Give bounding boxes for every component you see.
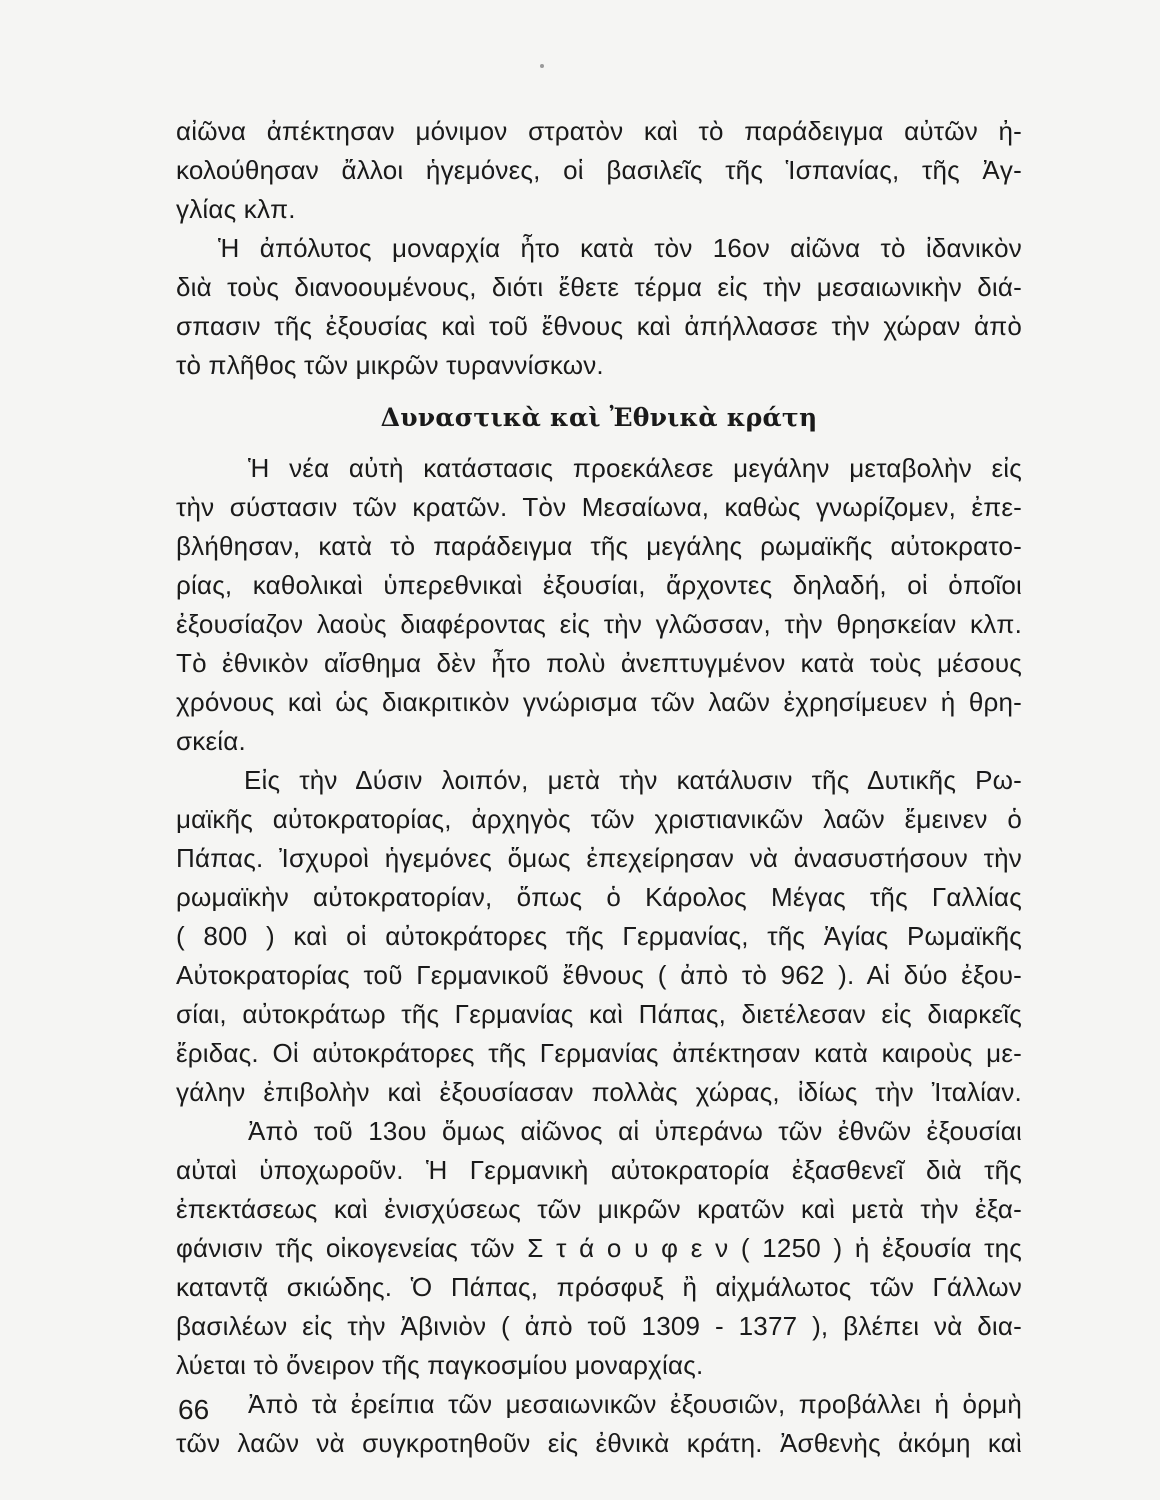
body-text bbox=[176, 112, 1022, 1463]
text-line: τὴν σύστασιν τῶν κρατῶν. Τὸν Μεσαίωνα, καθὼς γνωρίζομεν, ἐπε- bbox=[176, 492, 1022, 522]
text-line: ( 800 ) καὶ οἱ αὐτοκράτορες τῆς Γερμανίας, τῆς Ἁγίας Ρωμαϊκῆς bbox=[176, 921, 1022, 951]
text-line: σίαι, αὐτοκράτωρ τῆς Γερμανίας καὶ Πάπας, διετέλεσαν εἰς διαρκεῖς bbox=[176, 999, 1022, 1029]
text-line: λύεται τὸ ὄνειρον τῆς παγκοσμίου μοναρχίας. bbox=[176, 1350, 704, 1380]
text-line: σκεία. bbox=[176, 726, 246, 756]
text-line: διὰ τοὺς διανοουμένους, διότι ἔθετε τέρμα εἰς τὴν μεσαιωνικὴν διά- bbox=[176, 272, 1022, 302]
text-line: σπασιν τῆς ἐξουσίας καὶ τοῦ ἔθνους καὶ ἀπήλλασσε τὴν χώραν ἀπὸ bbox=[176, 311, 1022, 341]
text-line: τῶν λαῶν νὰ συγκροτηθοῦν εἰς ἐθνικὰ κράτη. Ἀσθενὴς ἀκόμη καὶ bbox=[176, 1428, 1022, 1458]
text-line: μαϊκῆς αὐτοκρατορίας, ἀρχηγὸς τῶν χριστιανικῶν λαῶν ἔμεινεν ὁ bbox=[176, 804, 1022, 834]
text-line: χρόνους καὶ ὡς διακριτικὸν γνώρισμα τῶν λαῶν ἐχρησίμευεν ἡ θρη- bbox=[176, 687, 1022, 717]
text-line: αὐταὶ ὑποχωροῦν. Ἡ Γερμανικὴ αὐτοκρατορία ἐξασθενεῖ διὰ τῆς bbox=[176, 1155, 1022, 1185]
text-line: γάλην ἐπιβολὴν καὶ ἐξουσίασαν πολλὰς χώρας, ἰδίως τὴν Ἰταλίαν. bbox=[176, 1077, 1022, 1107]
text-line: Ἡ νέα αὐτὴ κατάστασις προεκάλεσε μεγάλην μεταβολὴν εἰς bbox=[248, 453, 1022, 483]
text-line: Πάπας. Ἰσχυροὶ ἡγεμόνες ὅμως ἐπεχείρησαν νὰ ἀνασυστήσουν τὴν bbox=[176, 843, 1022, 873]
text-line: ρωμαϊκὴν αὐτοκρατορίαν, ὅπως ὁ Κάρολος Μέγας τῆς Γαλλίας bbox=[176, 882, 1022, 912]
text-line: γλίας κλπ. bbox=[176, 194, 296, 224]
text-line: Ἀπὸ τοῦ 13ου ὅμως αἰῶνος αἱ ὑπεράνω τῶν ἐθνῶν ἐξουσίαι bbox=[248, 1116, 1022, 1146]
text-line: ἔριδας. Οἱ αὐτοκράτορες τῆς Γερμανίας ἀπέκτησαν κατὰ καιροὺς με- bbox=[176, 1038, 1022, 1068]
text-line: αἰῶνα ἀπέκτησαν μόνιμον στρατὸν καὶ τὸ παράδειγμα αὐτῶν ἠ- bbox=[176, 116, 1022, 146]
text-line: Ἀπὸ τὰ ἐρείπια τῶν μεσαιωνικῶν ἐξουσιῶν, προβάλλει ἡ ὁρμὴ bbox=[248, 1389, 1022, 1419]
text-line: ρίας, καθολικαὶ ὑπερεθνικαὶ ἐξουσίαι, ἄρχοντες δηλαδή, οἱ ὁποῖοι bbox=[176, 570, 1022, 600]
text-line: Εἰς τὴν Δύσιν λοιπόν, μετὰ τὴν κατάλυσιν τῆς Δυτικῆς Ρω- bbox=[244, 765, 1022, 795]
text-line: καταντᾷ σκιώδης. Ὁ Πάπας, πρόσφυξ ἢ αἰχμάλωτος τῶν Γάλλων bbox=[176, 1272, 1022, 1302]
text-line: ἐξουσίαζον λαοὺς διαφέροντας εἰς τὴν γλῶσσαν, τὴν θρησκείαν κλπ. bbox=[176, 609, 1022, 639]
text-line: Αὐτοκρατορίας τοῦ Γερμανικοῦ ἔθνους ( ἀπὸ τὸ 962 ). Αἱ δύο ἐξου- bbox=[176, 960, 1022, 990]
text-line: φάνισιν τῆς οἰκογενείας τῶν Σ τ ά ο υ φ ε ν ( 1250 ) ἡ ἐξουσία της bbox=[176, 1233, 1022, 1263]
text-line: βλήθησαν, κατὰ τὸ παράδειγμα τῆς μεγάλης ρωμαϊκῆς αὐτοκρατο- bbox=[176, 531, 1022, 561]
text-line: Τὸ ἐθνικὸν αἴσθημα δὲν ἦτο πολὺ ἀνεπτυγμένον κατὰ τοὺς μέσους bbox=[176, 648, 1022, 678]
paper-speck bbox=[540, 64, 544, 68]
text-line: Ἡ ἀπόλυτος μοναρχία ἦτο κατὰ τὸν 16ον αἰῶνα τὸ ἰδανικὸν bbox=[218, 233, 1022, 263]
text-line: βασιλέων εἰς τὴν Ἀβινιὸν ( ἀπὸ τοῦ 1309 - 1377 ), βλέπει νὰ δια- bbox=[176, 1311, 1022, 1341]
section-heading: Δυναστικὰ καὶ Ἐθνικὰ κράτη bbox=[380, 403, 818, 432]
text-line: ἐπεκτάσεως καὶ ἐνισχύσεως τῶν μικρῶν κρατῶν καὶ μετὰ τὴν ἐξα- bbox=[176, 1194, 1022, 1224]
text-line: τὸ πλῆθος τῶν μικρῶν τυραννίσκων. bbox=[176, 350, 604, 380]
text-line: κολούθησαν ἄλλοι ἡγεμόνες, οἱ βασιλεῖς τῆς Ἱσπανίας, τῆς Ἀγ- bbox=[176, 155, 1022, 185]
page-number: 66 bbox=[178, 1394, 210, 1425]
